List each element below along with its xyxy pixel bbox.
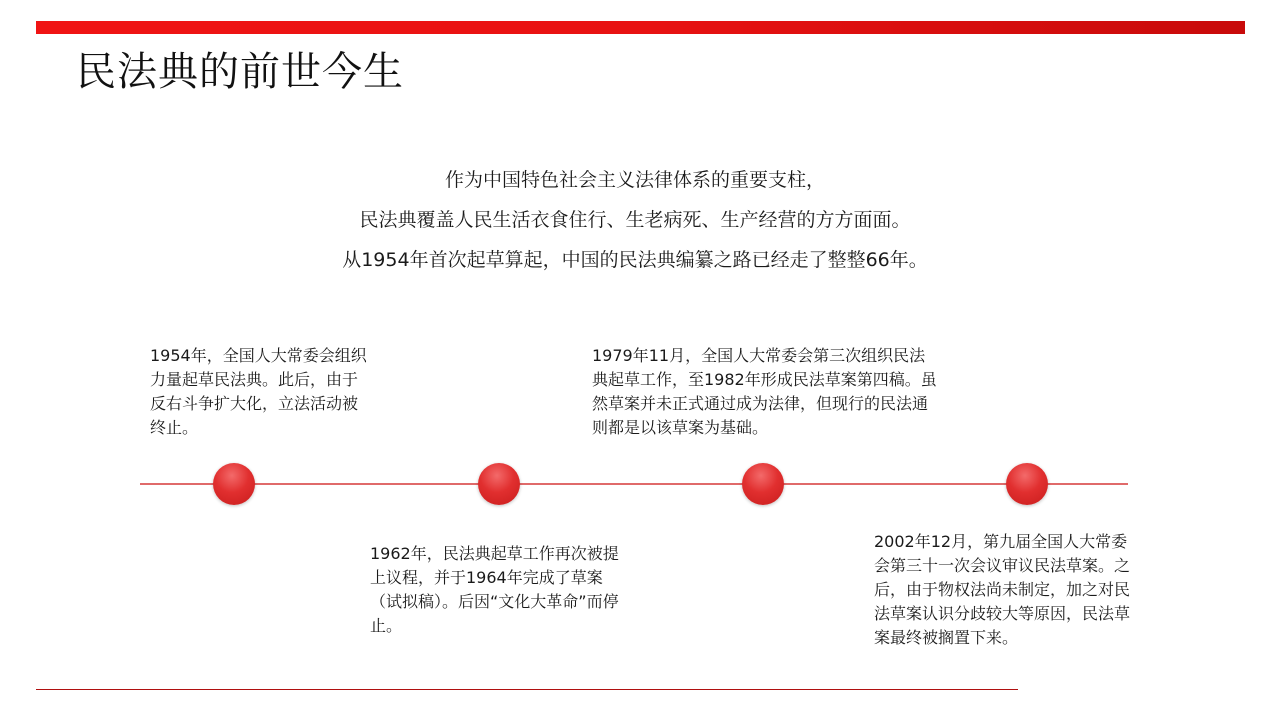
intro-line-3: 从1954年首次起草算起，中国的民法典编纂之路已经走了整整66年。	[342, 249, 928, 271]
timeline-event-1979: 1979年11月，全国人大常委会第三次组织民法典起草工作，至1982年形成民法草案第四稿。虽然草案并未正式通过成为法律，但现行的民法通则都是以该草案为基础。	[592, 346, 937, 437]
timeline-dot-1954	[213, 463, 255, 505]
timeline-dot-1962	[478, 463, 520, 505]
timeline-event-2002: 2002年12月，第九届全国人大常委会第三十一次会议审议民法草案。之后，由于物权法尚未制定，加之对民法草案认识分歧较大等原因，民法草案最终被搁置下来。	[874, 532, 1131, 647]
timeline-dot-2002	[1006, 463, 1048, 505]
timeline-event-1962: 1962年，民法典起草工作再次被提上议程，并于1964年完成了草案（试拟稿）。后因“文化大革命”而停止。	[370, 544, 619, 635]
page-title: 民法典的前世今生	[76, 49, 404, 95]
intro-paragraph	[0, 160, 1270, 280]
title-accent-bar	[36, 21, 1245, 34]
intro-line-2: 民法典覆盖人民生活衣食住行、生老病死、生产经营的方方面面。	[359, 209, 911, 231]
timeline-event-1954: 1954年，全国人大常委会组织力量起草民法典。此后，由于反右斗争扩大化，立法活动被终止。	[150, 346, 367, 437]
timeline-axis	[140, 483, 1128, 485]
intro-line-1: 作为中国特色社会主义法律体系的重要支柱，	[444, 169, 825, 191]
footer-divider	[36, 689, 1018, 690]
timeline-dot-1979	[742, 463, 784, 505]
